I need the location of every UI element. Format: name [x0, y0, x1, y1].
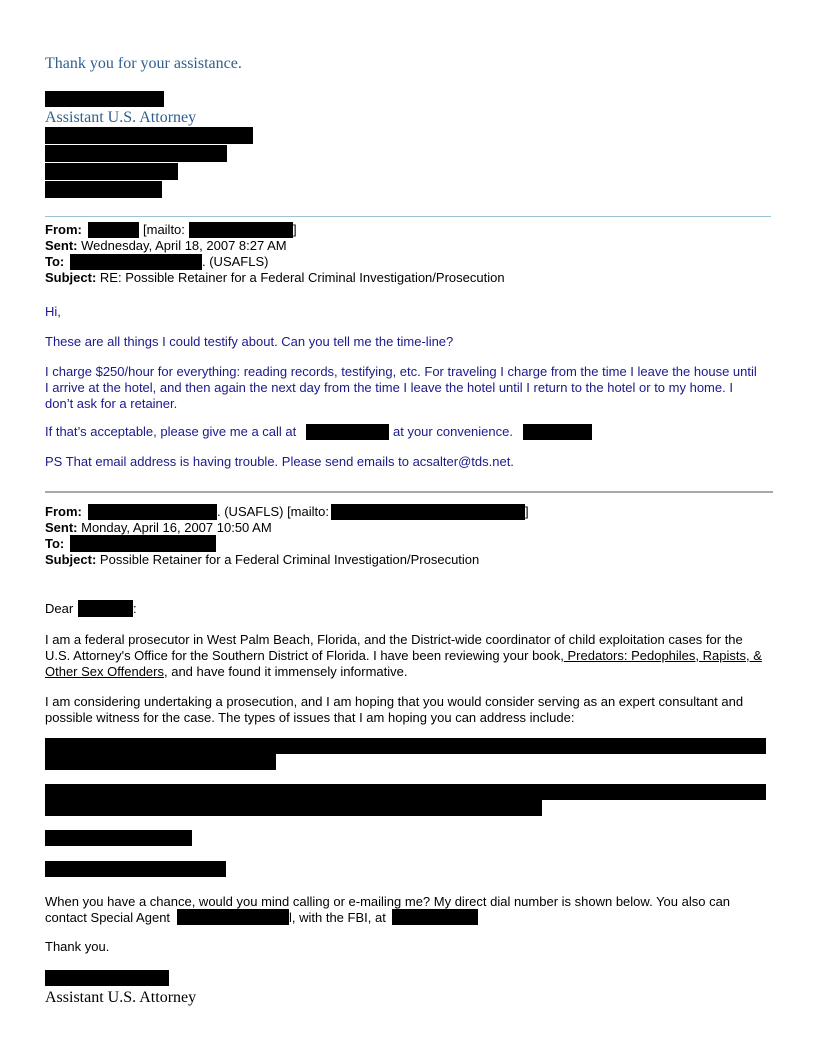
redacted-block — [45, 181, 162, 198]
email1-to-line — [45, 254, 64, 270]
email2-sent-line — [45, 520, 272, 536]
signature-title: Assistant U.S. Attorney — [45, 989, 197, 1006]
paragraph-text: When you have a chance, would you mind calling or e-mailing me? My direct dial number is shown below. You also can contact Special Agent — [45, 894, 731, 925]
redacted-block — [70, 254, 202, 270]
email1-subject-line — [45, 270, 505, 286]
redacted-block — [45, 861, 226, 877]
email1-paragraph: I charge $250/hour for everything: reading records, testifying, etc. For traveling I charge from the time I leave the house until I arrive at the hotel, and then again the next day from the time I leave the hotel until I return to the hotel or to my home. I don’t ask for a retainer. — [45, 364, 757, 411]
signature-title: Assistant U.S. Attorney — [45, 109, 197, 126]
email1-paragraph: at your convenience. — [393, 424, 513, 439]
subject-value: RE: Possible Retainer for a Federal Criminal Investigation/Prosecution — [99, 270, 505, 285]
to-label: To: — [45, 254, 65, 269]
book-title: Predators: Pedophiles, Rapists, & Other Sex Offenders — [45, 648, 762, 679]
email1-paragraph: PS That email address is having trouble. Please send emails to acsalter@tds.net. — [45, 454, 514, 469]
sent-label: Sent: — [45, 520, 78, 535]
closing-thanks: Thank you for your assistance. — [45, 55, 242, 72]
redacted-block — [88, 222, 139, 238]
email2-to-line — [45, 536, 64, 552]
mailto-close: ] — [293, 222, 297, 237]
sent-label: Sent: — [45, 238, 78, 253]
email2-from-line — [45, 504, 82, 520]
redacted-block — [189, 222, 293, 238]
redacted-block — [45, 830, 192, 846]
salutation: Dear — [45, 601, 74, 616]
redacted-block — [45, 738, 766, 754]
redacted-block — [45, 754, 276, 770]
subject-value: Possible Retainer for a Federal Criminal Investigation/Prosecution — [99, 552, 480, 567]
redacted-block — [78, 600, 133, 617]
email2-paragraph — [45, 632, 767, 680]
paragraph-text: , and have found it immensely informative. — [164, 664, 408, 679]
redacted-block — [45, 970, 169, 986]
redacted-block — [177, 909, 289, 925]
email1-sent-line — [45, 238, 287, 254]
redacted-block — [306, 424, 389, 440]
redacted-block — [88, 504, 217, 520]
email2-subject-line — [45, 552, 479, 568]
redacted-block — [45, 91, 164, 107]
header-divider — [45, 216, 771, 217]
from-label: From: — [45, 222, 82, 237]
email2-thanks: Thank you. — [45, 939, 110, 954]
redacted-block — [45, 784, 766, 800]
sent-value: Monday, April 16, 2007 10:50 AM — [81, 520, 272, 535]
paragraph-text: l, with the FBI, at — [289, 910, 386, 925]
redacted-block — [331, 504, 525, 520]
email2-paragraph: I am considering undertaking a prosecution, and I am hoping that you would consider serving as an expert consultant and possible witness for the case. The types of issues that I am hoping you can address include: — [45, 694, 744, 725]
to-label: To: — [45, 536, 65, 551]
sent-value: Wednesday, April 18, 2007 8:27 AM — [81, 238, 287, 253]
salutation-colon: : — [133, 601, 137, 616]
email1-paragraph: These are all things I could testify about. Can you tell me the time-line? — [45, 334, 454, 349]
email1-greeting: Hi, — [45, 304, 61, 319]
redacted-block — [45, 127, 253, 144]
mailto-open: [mailto: — [143, 222, 185, 237]
subject-label: Subject: — [45, 270, 97, 285]
paragraph-text: I am a federal prosecutor in West Palm Beach, Florida, and the District-wide coordinator of child exploitation cases for the U.S. Attorney's Office for the Southern District of Florida. I have been reviewing your book, — [45, 632, 743, 663]
redacted-block — [392, 909, 478, 925]
email1-paragraph: If that’s acceptable, please give me a call at — [45, 424, 297, 439]
from-close: ] — [525, 504, 529, 519]
redacted-block — [70, 535, 216, 552]
from-suffix: . (USAFLS) [mailto: — [217, 504, 329, 519]
from-label: From: — [45, 504, 82, 519]
subject-label: Subject: — [45, 552, 97, 567]
redacted-block — [45, 145, 227, 162]
redacted-block — [523, 424, 592, 440]
redacted-block — [45, 800, 542, 816]
redacted-block — [45, 163, 178, 180]
email1-from-line — [45, 222, 82, 238]
header-divider — [45, 491, 773, 493]
to-suffix: . (USAFLS) — [202, 254, 269, 269]
